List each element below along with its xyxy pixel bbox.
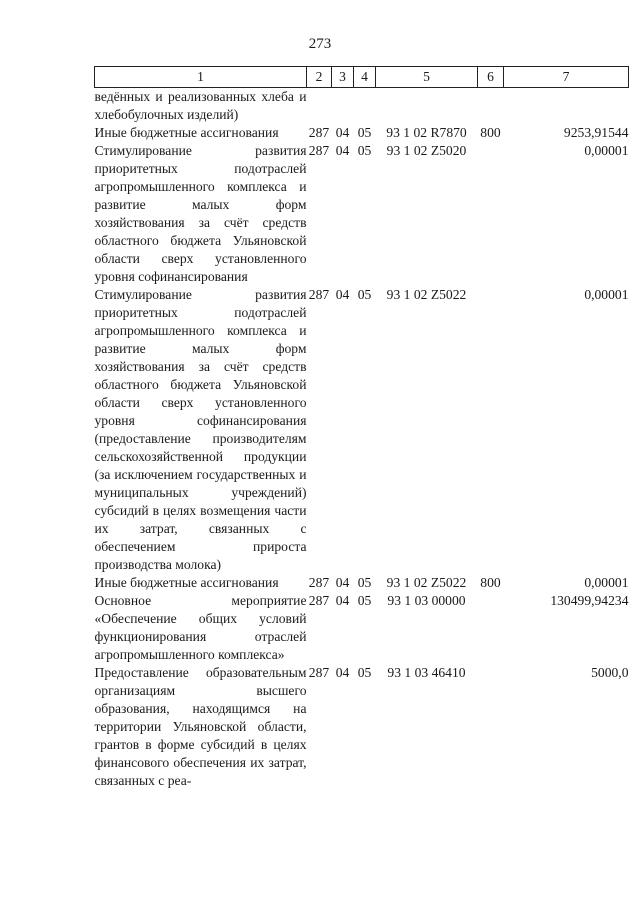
row-amount: 0,00001 (584, 143, 629, 158)
row-type (478, 286, 504, 574)
row-ministry: 287 (308, 125, 330, 140)
row-ministry: 287 (308, 287, 330, 302)
table-row (95, 592, 629, 664)
row-target (376, 88, 478, 125)
row-target: 93 1 02 Z5020 (386, 143, 467, 158)
row-type: 800 (480, 575, 501, 590)
row-name: Стимулирование развития приоритетных подотраслей агропромышленного комплекса и развитие малых форм хозяйствования за счёт средств областного бюджета Ульяновской области сверх установленного уровня софинансирования (94, 143, 307, 284)
header-col-2: 2 (307, 67, 332, 88)
row-name: Иные бюджетные ассигнования (94, 575, 279, 590)
row-target: 93 1 02 Z5022 (386, 575, 467, 590)
row-type: 800 (480, 125, 501, 140)
row-name: Предоставление образовательным организациям высшего образования, находящимся на территории Ульяновской области, грантов в форме субсидий в целях финансового обеспечения их затрат, связанных с реа- (94, 665, 307, 788)
row-ministry: 287 (308, 593, 330, 608)
row-name: ведённых и реализованных хлеба и хлебобулочных изделий) (94, 89, 307, 122)
row-section (332, 88, 354, 125)
page-number: 273 (308, 36, 332, 52)
header-col-3: 3 (332, 67, 354, 88)
row-section: 04 (335, 143, 350, 158)
row-amount: 0,00001 (584, 287, 629, 302)
table-row (95, 142, 629, 286)
row-subsection: 05 (357, 575, 372, 590)
row-subsection (354, 88, 376, 125)
table-row (95, 124, 629, 142)
header-col-7: 7 (504, 67, 629, 88)
row-section: 04 (335, 287, 350, 302)
row-target: 93 1 03 00000 (387, 593, 466, 608)
row-target: 93 1 02 Z5022 (386, 287, 467, 302)
row-amount: 0,00001 (584, 575, 629, 590)
row-ministry: 287 (308, 143, 330, 158)
row-type (478, 664, 504, 790)
row-name: Стимулирование развития приоритетных подотраслей агропромышленного комплекса и развитие малых форм хозяйствования за счёт средств областного бюджета Ульяновской области сверх установленного уровня софинансирования (предоставление производителям сельскохозяйственной продукции (за исключением государственных и муниципальных учреждений) субсидий в целях возмещения части их затрат, связанных с обеспечением прироста производства молока) (94, 287, 307, 572)
row-ministry: 287 (308, 575, 330, 590)
row-target: 93 1 02 R7870 (386, 125, 467, 140)
row-type (478, 592, 504, 664)
row-ministry (307, 88, 332, 125)
table-row (95, 88, 629, 125)
row-type (478, 142, 504, 286)
row-name: Иные бюджетные ассигнования (94, 125, 279, 140)
row-section: 04 (335, 125, 350, 140)
row-subsection: 05 (357, 125, 372, 140)
header-col-6: 6 (478, 67, 504, 88)
row-section: 04 (335, 665, 350, 680)
header-col-1: 1 (95, 67, 307, 88)
row-section: 04 (335, 575, 350, 590)
row-amount: 130499,94234 (550, 593, 629, 608)
row-subsection: 05 (357, 287, 372, 302)
header-row (95, 67, 629, 88)
row-ministry: 287 (308, 665, 330, 680)
table-row (95, 664, 629, 790)
row-type (478, 88, 504, 125)
budget-table (94, 66, 629, 790)
row-subsection: 05 (357, 593, 372, 608)
table-row (95, 286, 629, 574)
row-section: 04 (335, 593, 350, 608)
row-target: 93 1 03 46410 (387, 665, 466, 680)
row-subsection: 05 (357, 665, 372, 680)
row-amount: 9253,91544 (563, 125, 629, 140)
table-row (95, 574, 629, 592)
row-amount (504, 88, 629, 125)
row-subsection: 05 (357, 143, 372, 158)
row-name: Основное мероприятие «Обеспечение общих условий функционирования отраслей агропромышленного комплекса» (94, 593, 307, 662)
row-amount: 5000,0 (591, 665, 629, 680)
header-col-5: 5 (376, 67, 478, 88)
header-col-4: 4 (354, 67, 376, 88)
